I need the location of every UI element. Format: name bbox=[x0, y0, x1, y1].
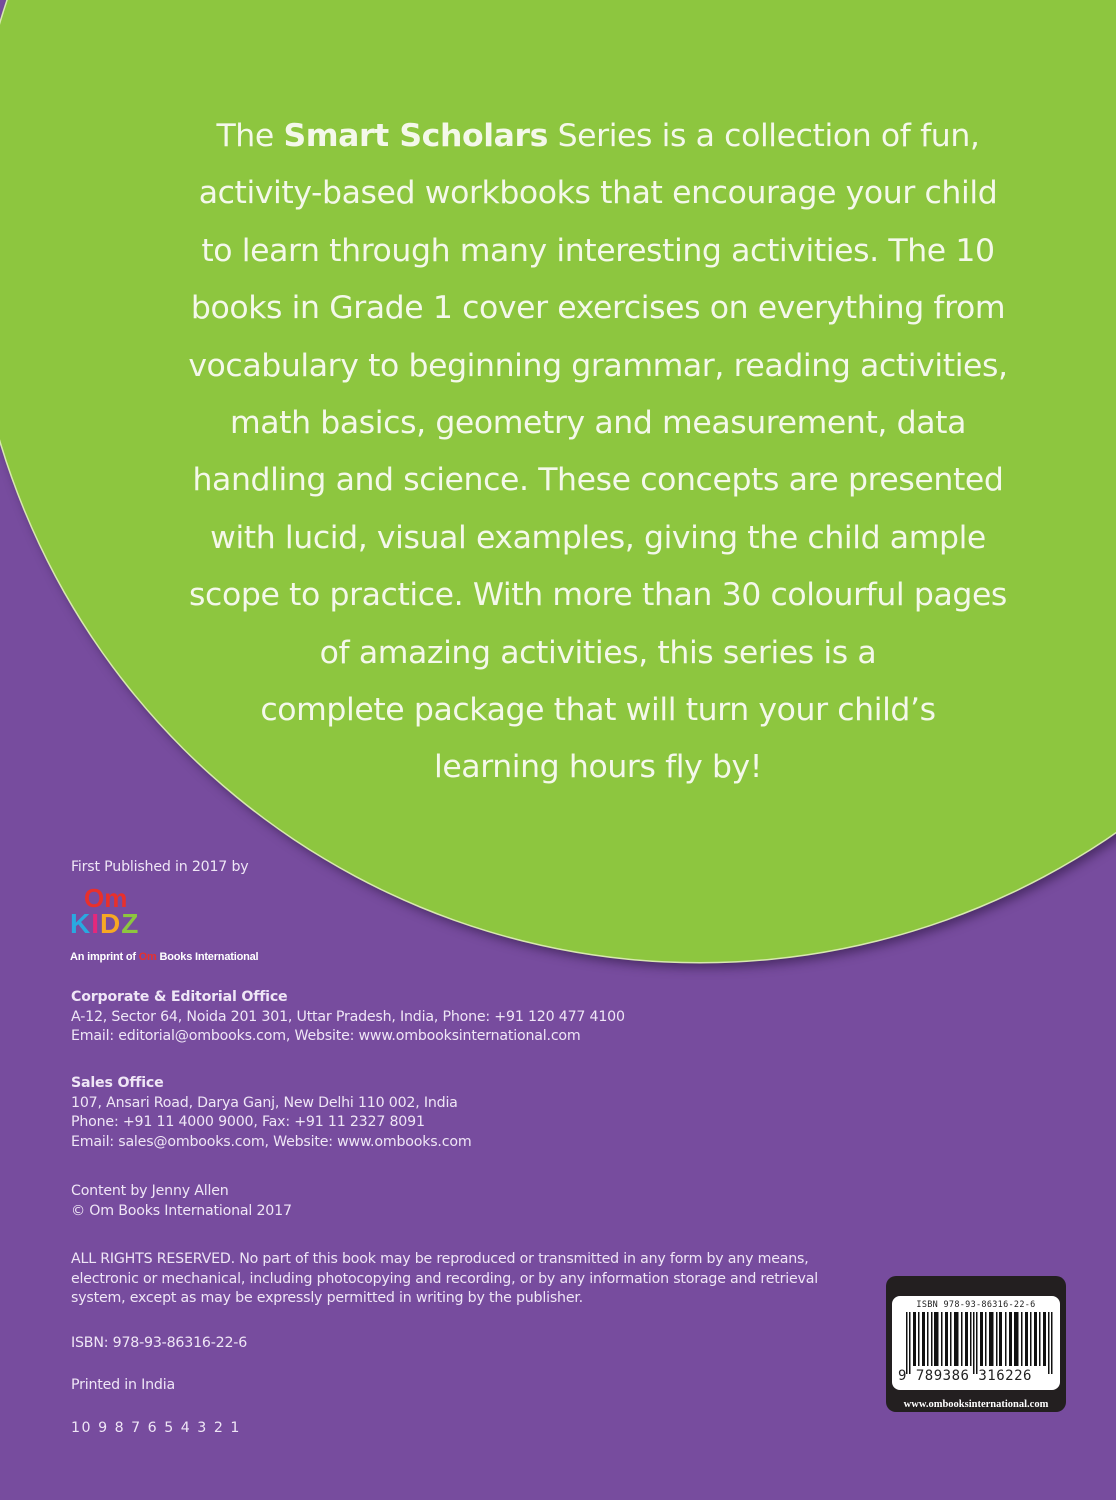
barcode-icon bbox=[906, 1312, 1054, 1374]
sales-office-contact: Email: sales@ombooks.com, Website: www.ombooks.com bbox=[71, 1134, 472, 1151]
blurb-line-1: The Smart Scholars Series is a collection of fun, bbox=[216, 118, 980, 154]
om-kidz-logo bbox=[70, 885, 300, 967]
isbn-text: ISBN: 978-93-86316-22-6 bbox=[71, 1335, 248, 1351]
corporate-office-contact: Email: editorial@ombooks.com, Website: www.ombooksinternational.com bbox=[71, 1028, 581, 1045]
rights-notice: ALL RIGHTS RESERVED. No part of this book may be reproduced or transmitted in any form by any means, electronic or mechanical, including photocopying and recording, or by any information storage and retrieval system, except as may be expressly permitted in writing by the publisher. bbox=[71, 1251, 818, 1307]
print-line: 10 9 8 7 6 5 4 3 2 1 bbox=[71, 1420, 241, 1436]
barcode-isbn: ISBN 978-93-86316-22-6 bbox=[916, 1300, 1036, 1310]
series-name: Smart Scholars bbox=[283, 118, 548, 154]
sales-office-heading: Sales Office bbox=[71, 1075, 164, 1091]
blurb-line: to learn through many interesting activities. The 10 bbox=[201, 232, 995, 269]
blurb-line: complete package that will turn your child’s bbox=[260, 692, 936, 729]
corporate-office-heading: Corporate & Editorial Office bbox=[71, 989, 288, 1005]
blurb-line: scope to practice. With more than 30 colourful pages bbox=[189, 577, 1007, 614]
barcode-label bbox=[892, 1296, 1060, 1390]
printed-in-text: Printed in India bbox=[71, 1377, 175, 1393]
sales-office-block bbox=[71, 1074, 471, 1153]
barcode-website: www.ombooksinternational.com bbox=[903, 1399, 1049, 1410]
copyright: © Om Books International 2017 bbox=[71, 1202, 292, 1219]
logo-kidz: KIDZ bbox=[70, 908, 140, 939]
blurb-line: handling and science. These concepts are presented bbox=[192, 462, 1004, 499]
corporate-office-block bbox=[71, 988, 625, 1047]
barcode-box bbox=[886, 1276, 1066, 1412]
credits-block bbox=[71, 1182, 292, 1221]
logo-tagline: An imprint of Om Books International bbox=[70, 951, 259, 963]
content-by: Content by Jenny Allen bbox=[71, 1183, 229, 1199]
blurb-line: math basics, geometry and measurement, data bbox=[229, 405, 967, 442]
blurb-line: of amazing activities, this series is a bbox=[319, 634, 877, 671]
blurb-line: with lucid, visual examples, giving the child ample bbox=[210, 519, 986, 556]
logo-om: Om bbox=[84, 883, 128, 913]
series-description bbox=[150, 108, 1046, 797]
sales-office-phone: Phone: +91 11 4000 9000, Fax: +91 11 2327 8091 bbox=[71, 1114, 425, 1131]
barcode-digits: 9 789386 316226 bbox=[898, 1368, 1032, 1384]
blurb-line: learning hours fly by! bbox=[433, 749, 763, 786]
blurb-line: vocabulary to beginning grammar, reading activities, bbox=[188, 347, 1008, 384]
corporate-office-address: A-12, Sector 64, Noida 201 301, Uttar Pradesh, India, Phone: +91 120 477 4100 bbox=[71, 1008, 625, 1025]
sales-office-address: 107, Ansari Road, Darya Ganj, New Delhi 110 002, India bbox=[71, 1094, 458, 1111]
first-published-text: First Published in 2017 by bbox=[71, 859, 249, 875]
blurb-line: books in Grade 1 cover exercises on everything from bbox=[190, 290, 1006, 327]
blurb-line: activity-based workbooks that encourage your child bbox=[198, 175, 998, 212]
